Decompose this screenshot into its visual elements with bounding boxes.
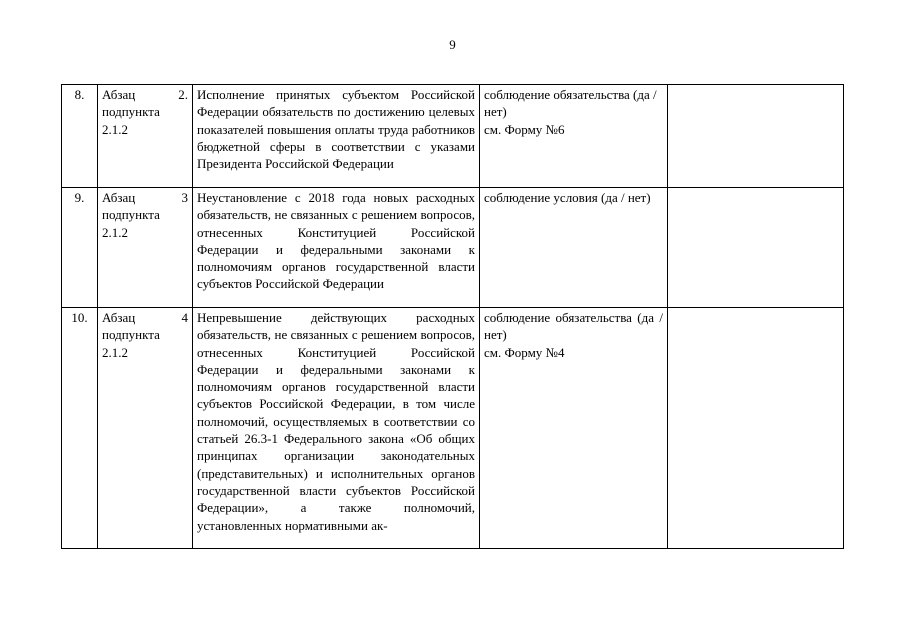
notes-cell [668, 85, 844, 188]
reference-cell [98, 85, 193, 188]
reference-number: 2.1.2 [102, 121, 128, 137]
criterion-cell [480, 85, 668, 188]
table-row [62, 308, 844, 549]
reference-number: 2.1.2 [102, 224, 128, 240]
criterion-text: соблюдение обязательства (да / нет) [484, 87, 657, 120]
table-row [62, 188, 844, 308]
reference-cell [98, 308, 193, 549]
criterion-cell [480, 308, 668, 549]
table-row [62, 85, 844, 188]
reference-cell [98, 188, 193, 308]
notes-cell [668, 188, 844, 308]
row-number: 8. [62, 85, 98, 188]
reference-subclause: подпункта [102, 207, 160, 223]
criterion-cell [480, 188, 668, 308]
row-number: 10. [62, 308, 98, 549]
reference-paragraph: Абзац 4 [102, 310, 188, 325]
criterion-form-ref: см. Форму №4 [484, 344, 565, 360]
criterion-form-ref: см. Форму №6 [484, 121, 565, 137]
reference-subclause: подпункта [102, 104, 160, 120]
criterion-text: соблюдение обязательства (да / нет) [484, 310, 663, 343]
requirements-table [61, 84, 844, 549]
reference-number: 2.1.2 [102, 344, 128, 360]
row-number: 9. [62, 188, 98, 308]
description-cell: Исполнение принятых субъектом Российской Федерации обязательств по достижению целевых показателей повышения оплаты труда работников бюджетной сферы в соответствии с указами Президента Российской Федерации [193, 85, 480, 188]
page-number: 9 [449, 37, 456, 52]
description-cell: Неустановление с 2018 года новых расходных обязательств, не связанных с решением вопросов, отнесенных Конституцией Российской Федерации и федеральными законами к полномочиям органов государственной власти субъектов Российской Федерации [193, 188, 480, 308]
notes-cell [668, 308, 844, 549]
criterion-text: соблюдение условия (да / нет) [484, 190, 651, 205]
reference-subclause: подпункта [102, 327, 160, 343]
description-cell: Непревышение действующих расходных обязательств, не связанных с решением вопросов, отнесенных Конституцией Российской Федерации и федеральными законами к полномочиям органов государственной власти субъектов Российской Федерации, в том числе полномочий, осуществляемых в соответствии со статьей 26.3-1 Федерального закона «Об общих принципах организации законодательных (представительных) и исполнительных органов государственной власти субъектов Российской Федерации», а также полномочий, установленных нормативными ак- [193, 308, 480, 549]
reference-paragraph: Абзац 3 [102, 190, 188, 205]
reference-paragraph: Абзац 2. [102, 87, 188, 102]
